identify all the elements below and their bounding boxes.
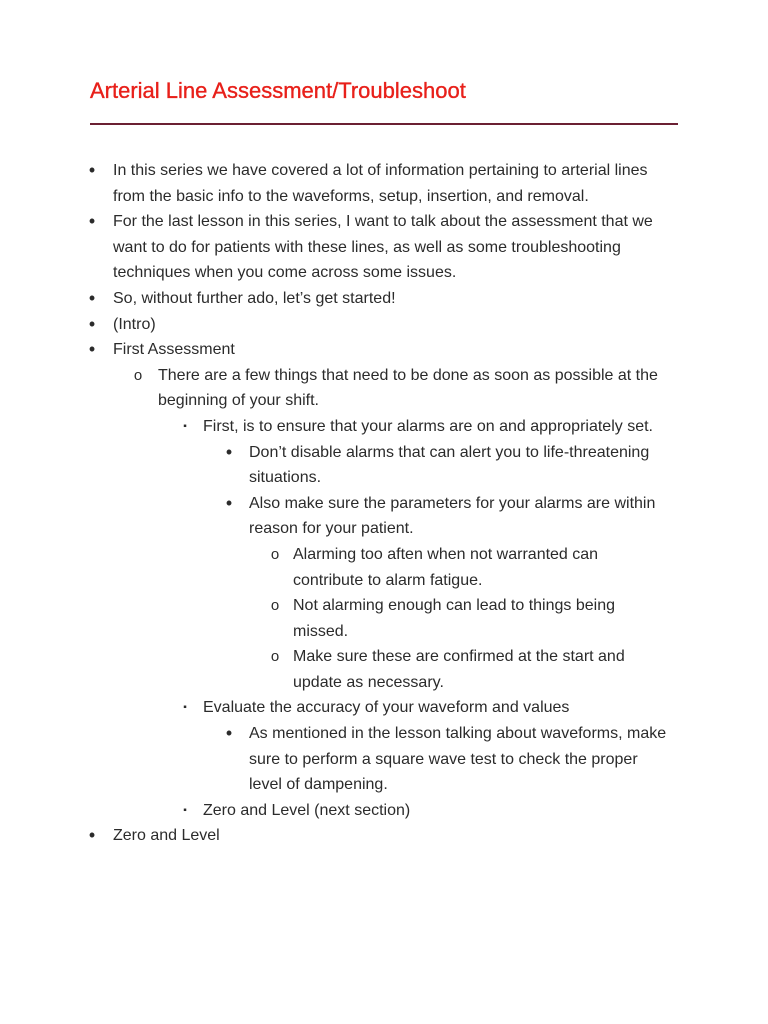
list-item-text: As mentioned in the lesson talking about waveforms, make sure to perform a square wave test to check the proper level of dampening. [249,725,667,794]
bullet-icon: • [88,160,96,180]
list-item-text: Also make sure the parameters for your alarms are within reason for your patient. [249,494,656,538]
outline-list [0,158,768,849]
list-item [0,798,768,824]
list-item [0,644,768,695]
list-item-text: First, is to ensure that your alarms are on and appropriately set. [203,417,653,435]
list-item [0,286,768,312]
list-item [0,414,768,440]
list-item [0,491,768,542]
list-item [0,209,768,286]
list-item-text: In this series we have covered a lot of information pertaining to arterial lines from the basic info to the waveforms, setup, insertion, and removal. [113,162,648,205]
list-item [0,593,768,644]
list-item [0,363,768,414]
list-item-text: Don’t disable alarms that can alert you to life-threatening situations. [249,443,650,487]
circle-bullet-icon: o [270,597,280,615]
list-item [0,337,768,363]
bullet-icon: • [225,441,233,462]
list-item-text: (Intro) [113,315,156,333]
list-item [0,158,768,209]
bullet-icon: • [88,339,96,360]
bullet-icon: • [88,287,96,308]
list-item-text: First Assessment [113,341,235,359]
list-item [0,542,768,593]
list-item [0,721,768,798]
bullet-icon: • [225,492,233,513]
list-item [0,823,768,849]
circle-bullet-icon: o [270,648,280,666]
bullet-icon: • [88,313,96,334]
list-item-text: Evaluate the accuracy of your waveform and values [203,699,570,717]
list-item [0,695,768,721]
list-item-text: Zero and Level [113,827,220,845]
bullet-icon: • [225,723,233,744]
circle-bullet-icon: o [270,545,280,563]
list-item-text: Alarming too aften when not warranted can contribute to alarm fatigue. [293,545,599,589]
list-item-text: Zero and Level (next section) [203,801,411,819]
list-item-text: So, without further ado, let’s get started! [113,289,396,307]
list-item-text: For the last lesson in this series, I want to talk about the assessment that we want to do for patients with these lines, as well as some troubleshooting techniques when you come across some issues. [113,213,653,282]
circle-bullet-icon: o [133,366,143,384]
list-item-text: There are a few things that need to be done as soon as possible at the beginning of your shift. [158,366,658,410]
list-item-text: Make sure these are confirmed at the start and update as necessary. [293,648,625,691]
list-item-text: Not alarming enough can lead to things being missed. [293,597,615,640]
list-item [0,312,768,338]
square-bullet-icon: ▪ [183,420,187,432]
bullet-icon: • [88,825,96,846]
square-bullet-icon: ▪ [183,804,187,816]
bullet-icon: • [88,211,96,232]
document-title: Arterial Line Assessment/Troubleshoot [90,78,466,103]
list-item [0,440,768,491]
square-bullet-icon: ▪ [183,702,187,714]
title-divider [90,123,678,125]
